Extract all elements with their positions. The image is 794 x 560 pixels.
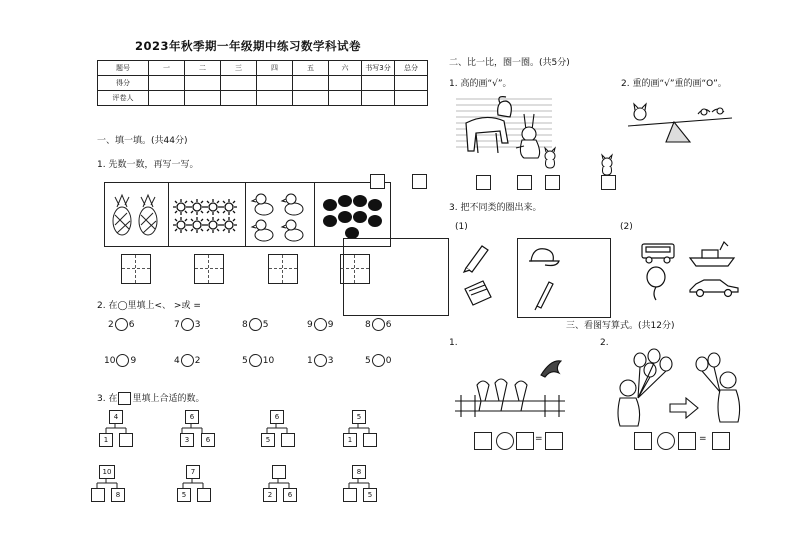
compare-item: 1 3 — [307, 356, 334, 366]
tree-left[interactable]: 1 — [343, 433, 357, 447]
answer-box[interactable] — [545, 175, 560, 190]
cat-icon — [540, 148, 560, 170]
compare-item: 8 5 — [242, 320, 269, 330]
score-header-cell: 三 — [221, 61, 257, 76]
s3-num-2: 2. — [600, 338, 609, 348]
tree-top[interactable]: 6 — [185, 410, 199, 424]
q3-prompt: 3. 在 里填上合适的数。 — [97, 394, 205, 404]
sub-label-2: (2) — [620, 222, 633, 232]
s2-q1-prompt: 1. 高的画“√”。 — [449, 79, 512, 89]
cat-icon — [597, 155, 617, 177]
tree-right[interactable] — [363, 433, 377, 447]
page-title: 2023年秋季期一年级期中练习数学科试卷 — [135, 39, 362, 53]
tree-top[interactable]: 5 — [352, 410, 366, 424]
bus-icon — [640, 242, 676, 264]
score-header-cell: 题号 — [98, 61, 149, 76]
section2-heading: 二、比一比，圈一圈。(共5分) — [449, 58, 570, 68]
tree-top[interactable]: 4 — [109, 410, 123, 424]
arrow-icon — [670, 398, 698, 418]
score-header-cell: 五 — [293, 61, 329, 76]
equation-box[interactable] — [634, 432, 652, 450]
equation-box[interactable] — [712, 432, 730, 450]
tree-left[interactable]: 5 — [177, 488, 191, 502]
compare-item: 4 2 — [174, 356, 201, 366]
seesaw-icon — [628, 98, 738, 148]
score-header-cell: 一 — [149, 61, 185, 76]
tree-left[interactable] — [343, 488, 357, 502]
tree-top[interactable]: 10 — [99, 465, 115, 479]
tree-right[interactable]: 8 — [111, 488, 125, 502]
tree-top[interactable]: 7 — [186, 465, 200, 479]
ship-icon — [688, 240, 738, 268]
compare-item: 7 3 — [174, 320, 201, 330]
equation-box[interactable] — [545, 432, 563, 450]
answer-box[interactable] — [601, 175, 616, 190]
tree-right[interactable]: 5 — [363, 488, 377, 502]
compare-item: 5 10 — [242, 356, 275, 366]
compare-item: 2 6 — [108, 320, 135, 330]
operator-circle[interactable] — [657, 432, 675, 450]
compare-item: 8 6 — [365, 320, 392, 330]
tree-right[interactable] — [281, 433, 295, 447]
q1-prompt: 1. 先数一数，再写一写。 — [97, 160, 199, 170]
answer-box[interactable] — [476, 175, 491, 190]
compare-item: 5 0 — [365, 356, 392, 366]
car-icon — [688, 276, 740, 298]
tree-left[interactable]: 2 — [263, 488, 277, 502]
answer-box[interactable] — [517, 175, 532, 190]
tree-right[interactable] — [119, 433, 133, 447]
score-header-cell: 六 — [329, 61, 362, 76]
tree-top[interactable]: 6 — [270, 410, 284, 424]
tree-right[interactable]: 6 — [201, 433, 215, 447]
tree-left[interactable]: 5 — [261, 433, 275, 447]
equals-sign: = — [699, 434, 707, 444]
score-header-cell: 总分 — [395, 61, 428, 76]
score-row-label: 得分 — [98, 76, 149, 91]
q2-prompt: 2. 在◯里填上<、 >或 = — [97, 301, 201, 311]
equals-sign: = — [535, 434, 543, 444]
s2-q3-prompt: 3. 把不同类的圈出来。 — [449, 203, 542, 213]
score-row-label: 评卷人 — [98, 91, 149, 106]
compare-item: 9 9 — [307, 320, 334, 330]
eraser-icon — [463, 279, 493, 309]
tree-top[interactable]: 8 — [352, 465, 366, 479]
score-header-cell: 四 — [257, 61, 293, 76]
boy-icon — [610, 350, 760, 430]
operator-circle[interactable] — [496, 432, 514, 450]
compare-item: 10 9 — [104, 356, 137, 366]
tree-left[interactable] — [91, 488, 105, 502]
tree-left[interactable]: 1 — [99, 433, 113, 447]
sub-label-1: (1) — [455, 222, 468, 232]
s2-q2-prompt: 2. 重的画“√”重的画“O”。 — [621, 79, 727, 89]
hat-icon — [527, 245, 561, 269]
score-header-cell: 二 — [185, 61, 221, 76]
tree-top[interactable] — [272, 465, 286, 479]
s3-num-1: 1. — [449, 338, 458, 348]
tree-right[interactable]: 6 — [283, 488, 297, 502]
equation-box[interactable] — [474, 432, 492, 450]
balloon-icon — [644, 266, 668, 302]
equation-box[interactable] — [516, 432, 534, 450]
bird-icon — [455, 355, 575, 425]
equation-box[interactable] — [678, 432, 696, 450]
pen-icon — [533, 278, 555, 310]
tree-left[interactable]: 3 — [180, 433, 194, 447]
section3-heading: 三、看图写算式。(共12分) — [566, 321, 675, 331]
score-header-cell: 书写3分 — [362, 61, 395, 76]
tree-right[interactable] — [197, 488, 211, 502]
section1-heading: 一、填一填。(共44分) — [97, 136, 188, 146]
crayon-icon — [462, 242, 492, 272]
